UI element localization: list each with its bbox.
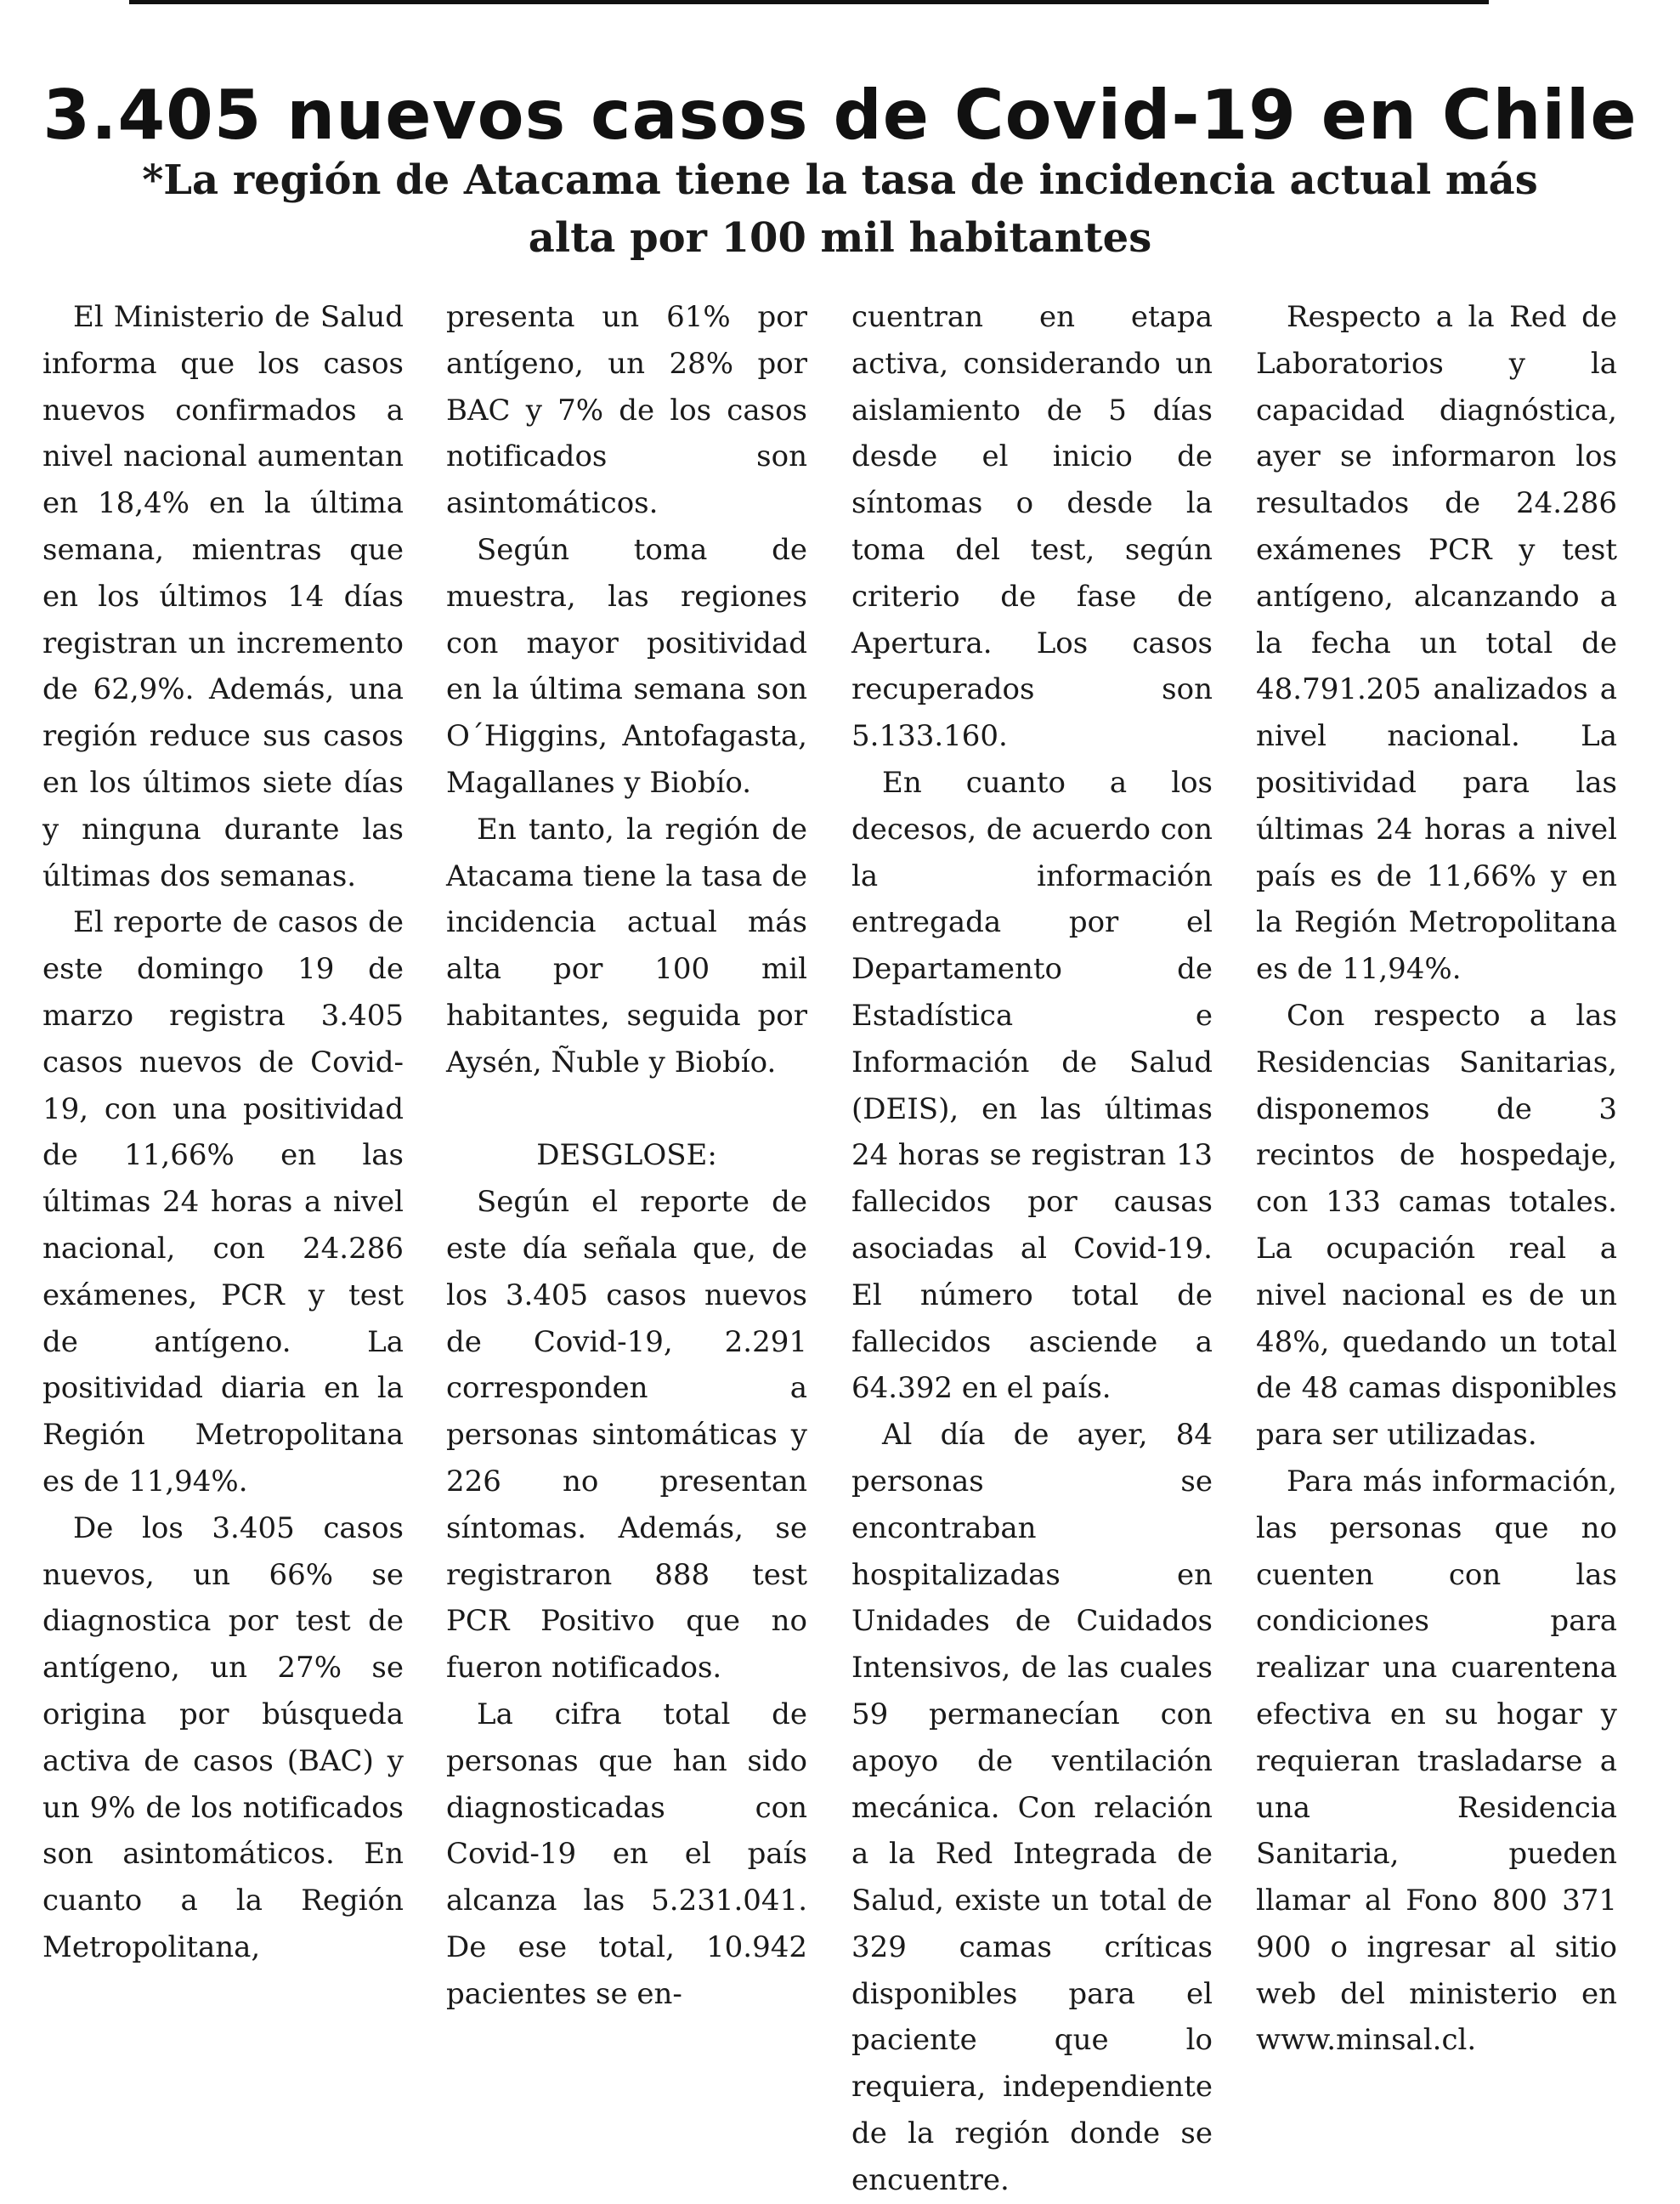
paragraph: El reporte de casos de este domingo 19 de marzo registra 3.405 casos nuevos de Covid-19, con una positividad de 11,66% en las últimas 24 horas a nivel nacional, con 24.286 exámenes, PCR y test de antígeno. La positividad diaria en la Región Metropolitana es de 11,94%. — [42, 905, 404, 1499]
paragraph: presenta un 61% por antígeno, un 28% por BAC y 7% de los casos notificados son asintomáticos. — [446, 300, 807, 521]
headline: 3.405 nuevos casos de Covid-19 en Chile — [42, 76, 1638, 155]
section-heading: DESGLOSE: — [536, 1138, 717, 1173]
paragraph: De los 3.405 casos nuevos, un 66% se diagnostica por test de antígeno, un 27% se origina por búsqueda activa de casos (BAC) y un 9% de los notificados son asintomáticos. En cuanto a la Región Metropolitana, — [42, 1510, 404, 1964]
column-2 — [446, 294, 807, 2017]
column-1 — [42, 294, 404, 1971]
column-3 — [851, 294, 1213, 2204]
paragraph: Respecto a la Red de Laboratorios y la capacidad diagnóstica, ayer se informaron los resultados de 24.286 exámenes PCR y test antígeno, alcanzando a la fecha un total de 48.791.205 analizados a nivel nacional. La positividad para las últimas 24 horas a nivel país es de 11,66% y en la Región Metropolitana es de 11,94%. — [1256, 300, 1617, 987]
paragraph: En tanto, la región de Atacama tiene la tasa de incidencia actual más alta por 100 mil habitantes, seguida por Aysén, Ñuble y Biobío. — [446, 812, 807, 1079]
paragraph: Según el reporte de este día señala que, de los 3.405 casos nuevos de Covid-19, 2.291 corresponden a personas sintomáticas y 226 no presentan síntomas. Además, se registraron 888 test PCR Positivo que no fueron notificados. — [446, 1185, 807, 1686]
paragraph: Según toma de muestra, las regiones con mayor positividad en la última semana son O´Higgins, Antofagasta, Magallanes y Biobío. — [446, 532, 807, 800]
paragraph: El Ministerio de Salud informa que los casos nuevos confirmados a nivel nacional aumentan en 18,4% en la última semana, mientras que en los últimos 14 días registran un incremento de 62,9%. Además, una región reduce sus casos en los últimos siete días y ninguna durante las últimas dos semanas. — [42, 300, 404, 893]
article-body — [42, 294, 1617, 2197]
subheadline: *La región de Atacama tiene la tasa de incidencia actual más alta por 100 mil habitantes — [142, 156, 1538, 262]
column-4 — [1256, 294, 1617, 2064]
paragraph: cuentran en etapa activa, considerando un aislamiento de 5 días desde el inicio de síntomas o desde la toma del test, según criterio de fase de Apertura. Los casos recuperados son 5.133.160. — [851, 300, 1213, 754]
top-rule — [129, 0, 1489, 4]
paragraph: En cuanto a los decesos, de acuerdo con la información entregada por el Departamento de Estadística e Información de Salud (DEIS), en las últimas 24 horas se registran 13 fallecidos por causas asociadas al Covid-19. El número total de fallecidos asciende a 64.392 en el país. — [851, 765, 1213, 1406]
paragraph: Para más información, las personas que no cuenten con las condiciones para realizar una cuarentena efectiva en su hogar y requieran trasladarse a una Residencia Sanitaria, pueden llamar al Fono 800 371 900 o ingresar al sitio web del ministerio en www.minsal.cl. — [1256, 1464, 1617, 2058]
paragraph: Con respecto a las Residencias Sanitarias, disponemos de 3 recintos de hospedaje, con 133 camas totales. La ocupación real a nivel nacional es de un 48%, quedando un total de 48 camas disponibles para ser utilizadas. — [1256, 998, 1617, 1453]
paragraph: La cifra total de personas que han sido diagnosticadas con Covid-19 en el país alcanza las 5.231.041. De ese total, 10.942 pacientes se en- — [446, 1697, 807, 2011]
paragraph: Al día de ayer, 84 personas se encontraban hospitalizadas en Unidades de Cuidados Intensivos, de las cuales 59 permanecían con apoyo de ventilación mecánica. Con relación a la Red Integrada de Salud, existe un total de 329 camas críticas disponibles para el paciente que lo requiera, independiente de la región donde se encuentre. — [851, 1418, 1213, 2197]
